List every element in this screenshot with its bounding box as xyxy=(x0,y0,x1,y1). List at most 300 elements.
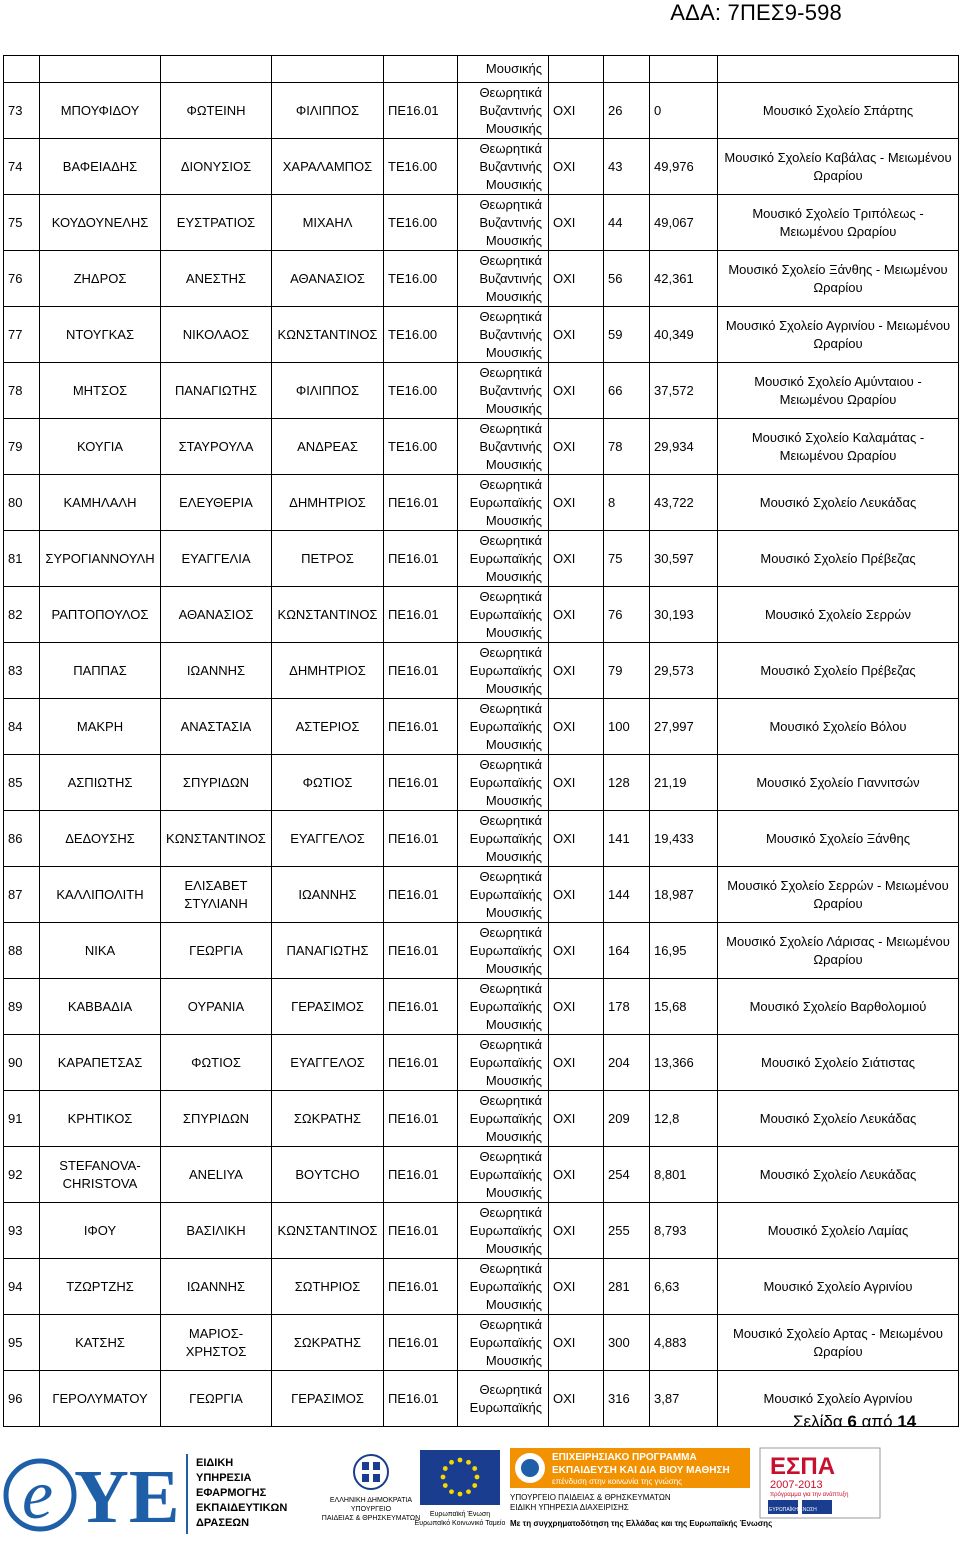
course-line: Ευρωπαϊκής xyxy=(469,942,542,958)
course-cell xyxy=(458,643,549,699)
table-row xyxy=(4,531,959,587)
father-name: ΙΩΑΝΝΗΣ xyxy=(272,867,384,923)
status-cell: ΟΧΙ xyxy=(549,307,604,363)
table-row xyxy=(4,83,959,139)
course-cell: Μουσικής xyxy=(458,56,549,83)
status-cell: ΟΧΙ xyxy=(549,1091,604,1147)
rank-cell: 44 xyxy=(604,195,650,251)
program-text-line: ΕΠΙΧΕΙΡΗΣΙΑΚΟ ΠΡΟΓΡΑΜΜΑ xyxy=(552,1452,697,1463)
last-name: ΤΖΩΡΤΖΗΣ xyxy=(40,1259,161,1315)
row-number: 75 xyxy=(4,195,40,251)
table-row xyxy=(4,363,959,419)
score-cell: 43,722 xyxy=(650,475,718,531)
rank-cell: 128 xyxy=(604,755,650,811)
course-line: Θεωρητικά xyxy=(479,924,542,940)
program-text-line: επένδυση στην κοινωνία της γνώσης xyxy=(552,1477,683,1486)
table-row xyxy=(4,1259,959,1315)
row-number: 79 xyxy=(4,419,40,475)
status-cell: ΟΧΙ xyxy=(549,867,604,923)
row-number: 89 xyxy=(4,979,40,1035)
school-cell: Μουσικό Σχολείο Λευκάδας xyxy=(718,475,959,531)
row-number: 78 xyxy=(4,363,40,419)
father-name: ΦΙΛΙΠΠΟΣ xyxy=(272,83,384,139)
rank-cell: 254 xyxy=(604,1147,650,1203)
course-line: Ευρωπαϊκής xyxy=(469,606,542,622)
last-name: ΒΑΦΕΙΑΔΗΣ xyxy=(40,139,161,195)
course-line: Θεωρητικά xyxy=(479,476,542,492)
table-row xyxy=(4,1315,959,1371)
table-row xyxy=(4,1147,959,1203)
table-row xyxy=(4,923,959,979)
table-row xyxy=(4,867,959,923)
score-cell: 18,987 xyxy=(650,867,718,923)
last-name: ΡΑΠΤΟΠΟΥΛΟΣ xyxy=(40,587,161,643)
rank-cell: 66 xyxy=(604,363,650,419)
status-cell: ΟΧΙ xyxy=(549,587,604,643)
course-line: Βυζαντινής xyxy=(479,158,542,174)
course-line: Θεωρητικά xyxy=(479,700,542,716)
school-cell: Μουσικό Σχολείο Σιάτιστας xyxy=(718,1035,959,1091)
eu-star-icon xyxy=(443,1483,448,1488)
school-cell: Μουσικό Σχολείο Αγρινίου xyxy=(718,1371,959,1427)
espa-text-line: ΕΣΠΑ xyxy=(770,1453,836,1480)
last-name: ΑΣΠΙΩΤΗΣ xyxy=(40,755,161,811)
ministry-text xyxy=(322,1497,420,1522)
course-line: Βυζαντινής xyxy=(479,382,542,398)
course-line: Ευρωπαϊκής xyxy=(469,1054,542,1070)
father-name: ΔΗΜΗΤΡΙΟΣ xyxy=(272,475,384,531)
first-name: ΑΝΕΣΤΗΣ xyxy=(161,251,272,307)
course-cell xyxy=(458,363,549,419)
score-cell: 49,976 xyxy=(650,139,718,195)
course-line: Βυζαντινής xyxy=(479,438,542,454)
course-line: Ευρωπαϊκής xyxy=(469,718,542,734)
logo-text-line: Ευρωπαϊκή Ένωση xyxy=(429,1511,491,1518)
school-cell: Μουσικό Σχολείο Πρέβεζας xyxy=(718,643,959,699)
father-name: ΣΩΤΗΡΙΟΣ xyxy=(272,1259,384,1315)
specialty-code: ΠΕ16.01 xyxy=(384,1203,458,1259)
logo-text-line: ΕΦΑΡΜΟΓΗΣ xyxy=(196,1487,267,1499)
first-name: ANELIYA xyxy=(161,1147,272,1203)
status-cell: ΟΧΙ xyxy=(549,83,604,139)
table-row xyxy=(4,699,959,755)
course-line: Ευρωπαϊκής xyxy=(469,1399,542,1415)
father-name: ΠΕΤΡΟΣ xyxy=(272,531,384,587)
first-name: ΚΩΝΣΤΑΝΤΙΝΟΣ xyxy=(161,811,272,867)
course-line: Ευρωπαϊκής xyxy=(469,886,542,902)
school-cell: Μουσικό Σχολείο Σπάρτης xyxy=(718,83,959,139)
course-line: Ευρωπαϊκής xyxy=(469,774,542,790)
espa-text-line: ΕΥΡΩΠΑΪΚΗ ΕΝΩΣΗ xyxy=(769,1507,817,1513)
course-cell xyxy=(458,1147,549,1203)
program-text-line: ΥΠΟΥΡΓΕΙΟ ΠΑΙΔΕΙΑΣ & ΘΡΗΣΚΕΥΜΑΤΩΝ xyxy=(510,1493,671,1502)
row-number: 87 xyxy=(4,867,40,923)
score-cell: 4,883 xyxy=(650,1315,718,1371)
last-name: ΖΗΔΡΟΣ xyxy=(40,251,161,307)
father-name: ΦΙΛΙΠΠΟΣ xyxy=(272,363,384,419)
score-cell: 27,997 xyxy=(650,699,718,755)
logo-text-line: ΥΠΗΡΕΣΙΑ xyxy=(196,1472,252,1484)
status-cell: ΟΧΙ xyxy=(549,251,604,307)
rank-cell: 79 xyxy=(604,643,650,699)
course-line: Μουσικής xyxy=(485,792,542,808)
school-cell: Μουσικό Σχολείο Λαμίας xyxy=(718,1203,959,1259)
course-line: Θεωρητικά xyxy=(479,532,542,548)
rank-cell: 56 xyxy=(604,251,650,307)
rank-cell: 255 xyxy=(604,1203,650,1259)
score-cell: 8,793 xyxy=(650,1203,718,1259)
father-name: ΓΕΡΑΣΙΜΟΣ xyxy=(272,1371,384,1427)
course-line: Βυζαντινής xyxy=(479,102,542,118)
course-line: Ευρωπαϊκής xyxy=(469,830,542,846)
rank-cell: 178 xyxy=(604,979,650,1035)
specialty-code: ΤΕ16.00 xyxy=(384,139,458,195)
svg-text:e: e xyxy=(22,1457,54,1534)
first-name: ΣΤΑΥΡΟΥΛΑ xyxy=(161,419,272,475)
specialty-code: ΤΕ16.00 xyxy=(384,307,458,363)
course-cell xyxy=(458,755,549,811)
course-line: Μουσικής xyxy=(485,1072,542,1088)
rank-cell: 316 xyxy=(604,1371,650,1427)
course-cell xyxy=(458,251,549,307)
father-name: ΕΥΑΓΓΕΛΟΣ xyxy=(272,1035,384,1091)
logo-text-line: ΔΡΑΣΕΩΝ xyxy=(196,1517,250,1529)
course-line: Θεωρητικά xyxy=(479,1036,542,1052)
course-line: Μουσικής xyxy=(485,120,542,136)
eu-star-icon xyxy=(466,1489,471,1494)
specialty-code: ΠΕ16.01 xyxy=(384,755,458,811)
eu-star-icon xyxy=(449,1489,454,1494)
table-row xyxy=(4,755,959,811)
score-cell: 49,067 xyxy=(650,195,718,251)
eu-star-icon xyxy=(472,1483,477,1488)
course-line: Μουσικής xyxy=(485,1352,542,1368)
row-number: 86 xyxy=(4,811,40,867)
status-cell: ΟΧΙ xyxy=(549,811,604,867)
status-cell: ΟΧΙ xyxy=(549,1203,604,1259)
course-line: Μουσικής xyxy=(485,960,542,976)
last-name: ΚΑΤΣΗΣ xyxy=(40,1315,161,1371)
specialty-code: ΠΕ16.01 xyxy=(384,1315,458,1371)
course-cell xyxy=(458,587,549,643)
school-cell: Μουσικό Σχολείο Βαρθολομιού xyxy=(718,979,959,1035)
father-name: ΣΩΚΡΑΤΗΣ xyxy=(272,1315,384,1371)
first-name: ΦΩΤΙΟΣ xyxy=(161,1035,272,1091)
specialty-code: ΤΕ16.00 xyxy=(384,363,458,419)
specialty-code: ΠΕ16.01 xyxy=(384,1259,458,1315)
score-cell: 8,801 xyxy=(650,1147,718,1203)
course-line: Θεωρητικά xyxy=(479,84,542,100)
specialty-code: ΠΕ16.01 xyxy=(384,1091,458,1147)
svg-text:YE: YE xyxy=(74,1455,180,1539)
course-line: Μουσικής xyxy=(485,736,542,752)
status-cell: ΟΧΙ xyxy=(549,475,604,531)
course-line: Μουσικής xyxy=(485,1128,542,1144)
status-cell: ΟΧΙ xyxy=(549,531,604,587)
row-number: 73 xyxy=(4,83,40,139)
last-name: ΜΗΤΣΟΣ xyxy=(40,363,161,419)
course-line: Θεωρητικά xyxy=(479,364,542,380)
school-cell: Μουσικό Σχολείο Ξάνθης - Μειωμένου Ωραρίου xyxy=(718,251,959,307)
greek-emblem xyxy=(354,1455,388,1489)
first-name: ΑΘΑΝΑΣΙΟΣ xyxy=(161,587,272,643)
course-cell xyxy=(458,811,549,867)
table-row xyxy=(4,251,959,307)
score-cell: 16,95 xyxy=(650,923,718,979)
specialty-code: ΠΕ16.01 xyxy=(384,979,458,1035)
rank-cell: 100 xyxy=(604,699,650,755)
school-cell: Μουσικό Σχολείο Λευκάδας xyxy=(718,1091,959,1147)
last-name: ΚΟΥΔΟΥΝΕΛΗΣ xyxy=(40,195,161,251)
score-cell: 37,572 xyxy=(650,363,718,419)
last-name: ΜΠΟΥΦΙΔΟΥ xyxy=(40,83,161,139)
course-line: Θεωρητικά xyxy=(479,1204,542,1220)
table-row xyxy=(4,419,959,475)
father-name: ΜΙΧΑΗΛ xyxy=(272,195,384,251)
first-name: ΦΩΤΕΙΝΗ xyxy=(161,83,272,139)
father-name: ΔΗΜΗΤΡΙΟΣ xyxy=(272,643,384,699)
score-cell: 42,361 xyxy=(650,251,718,307)
specialty-code: ΠΕ16.01 xyxy=(384,923,458,979)
course-line: Ευρωπαϊκής xyxy=(469,998,542,1014)
eu-star-icon xyxy=(458,1458,463,1463)
course-line: Θεωρητικά xyxy=(479,756,542,772)
score-cell: 0 xyxy=(650,83,718,139)
last-name: ΜΑΚΡΗ xyxy=(40,699,161,755)
course-line: Μουσικής xyxy=(485,400,542,416)
course-line: Θεωρητικά xyxy=(479,196,542,212)
course-line: Ευρωπαϊκής xyxy=(469,1166,542,1182)
school-cell: Μουσικό Σχολείο Αρτας - Μειωμένου Ωραρίου xyxy=(718,1315,959,1371)
course-cell xyxy=(458,867,549,923)
school-cell: Μουσικό Σχολείο Καβάλας - Μειωμένου Ωραρίου xyxy=(718,139,959,195)
course-cell xyxy=(458,307,549,363)
score-cell: 19,433 xyxy=(650,811,718,867)
row-number: 90 xyxy=(4,1035,40,1091)
course-cell xyxy=(458,923,549,979)
status-cell: ΟΧΙ xyxy=(549,195,604,251)
page-prefix: Σελίδα xyxy=(793,1412,848,1431)
status-cell: ΟΧΙ xyxy=(549,755,604,811)
program-text-line: ΕΙΔΙΚΗ ΥΠΗΡΕΣΙΑ ΔΙΑΧΕΙΡΙΣΗΣ xyxy=(510,1503,629,1512)
first-name: ΕΥΑΓΓΕΛΙΑ xyxy=(161,531,272,587)
father-name: ΠΑΝΑΓΙΩΤΗΣ xyxy=(272,923,384,979)
row-number: 92 xyxy=(4,1147,40,1203)
course-line: Θεωρητικά xyxy=(479,1148,542,1164)
page-mid: από xyxy=(856,1412,898,1431)
course-line: Θεωρητικά xyxy=(479,1092,542,1108)
status-cell: ΟΧΙ xyxy=(549,1147,604,1203)
school-cell: Μουσικό Σχολείο Πρέβεζας xyxy=(718,531,959,587)
course-cell xyxy=(458,419,549,475)
last-name: ΚΡΗΤΙΚΟΣ xyxy=(40,1091,161,1147)
course-line: Θεωρητικά xyxy=(479,868,542,884)
specialty-code: ΠΕ16.01 xyxy=(384,867,458,923)
course-line: Θεωρητικά xyxy=(479,980,542,996)
page-current: 6 xyxy=(847,1412,857,1431)
last-name: STEFANOVA-CHRISTOVA xyxy=(40,1147,161,1203)
course-line: Μουσικής xyxy=(485,624,542,640)
score-cell: 29,573 xyxy=(650,643,718,699)
table-row xyxy=(4,811,959,867)
course-cell xyxy=(458,1091,549,1147)
first-name: ΟΥΡΑΝΙΑ xyxy=(161,979,272,1035)
last-name: ΙΦΟΥ xyxy=(40,1203,161,1259)
row-number: 83 xyxy=(4,643,40,699)
score-cell: 29,934 xyxy=(650,419,718,475)
school-cell: Μουσικό Σχολείο Λευκάδας xyxy=(718,1147,959,1203)
table-row xyxy=(4,195,959,251)
status-cell: ΟΧΙ xyxy=(549,979,604,1035)
last-name: ΝΙΚΑ xyxy=(40,923,161,979)
course-line: Μουσικής xyxy=(485,1296,542,1312)
specialty-code: ΠΕ16.01 xyxy=(384,475,458,531)
page-total: 14 xyxy=(897,1412,917,1431)
table-row xyxy=(4,587,959,643)
school-cell: Μουσικό Σχολείο Αγρινίου - Μειωμένου Ωραρίου xyxy=(718,307,959,363)
school-cell: Μουσικό Σχολείο Σερρών - Μειωμένου Ωραρίου xyxy=(718,867,959,923)
rank-cell: 76 xyxy=(604,587,650,643)
course-line: Ευρωπαϊκής xyxy=(469,494,542,510)
specialty-code: ΤΕ16.00 xyxy=(384,251,458,307)
course-line: Μουσικής xyxy=(485,680,542,696)
course-cell xyxy=(458,1259,549,1315)
specialty-code: ΠΕ16.01 xyxy=(384,643,458,699)
specialty-code: ΠΕ16.01 xyxy=(384,811,458,867)
specialty-code: ΠΕ16.01 xyxy=(384,1035,458,1091)
row-number: 77 xyxy=(4,307,40,363)
specialty-code: ΤΕ16.00 xyxy=(384,419,458,475)
first-name: ΒΑΣΙΛΙΚΗ xyxy=(161,1203,272,1259)
first-name: ΓΕΩΡΓΙΑ xyxy=(161,1371,272,1427)
table-row xyxy=(4,643,959,699)
logo-text-line: ΕΚΠΑΙΔΕΥΤΙΚΩΝ xyxy=(196,1502,288,1514)
score-cell: 12,8 xyxy=(650,1091,718,1147)
first-name: ΠΑΝΑΓΙΩΤΗΣ xyxy=(161,363,272,419)
course-line: Ευρωπαϊκής xyxy=(469,1334,542,1350)
table-row xyxy=(4,979,959,1035)
last-name: ΔΕΔΟΥΣΗΣ xyxy=(40,811,161,867)
rank-cell: 141 xyxy=(604,811,650,867)
course-line: Μουσικής xyxy=(485,176,542,192)
table-row xyxy=(4,1091,959,1147)
last-name: ΚΑΛΛΙΠΟΛΙΤΗ xyxy=(40,867,161,923)
course-line: Μουσικής xyxy=(485,904,542,920)
score-cell: 30,193 xyxy=(650,587,718,643)
course-line: Βυζαντινής xyxy=(479,270,542,286)
course-line: Ευρωπαϊκής xyxy=(469,662,542,678)
course-cell xyxy=(458,1371,549,1427)
last-name: ΚΑΜΗΛΑΛΗ xyxy=(40,475,161,531)
rank-cell: 78 xyxy=(604,419,650,475)
father-name: ΦΩΤΙΟΣ xyxy=(272,755,384,811)
school-cell: Μουσικό Σχολείο Ξάνθης xyxy=(718,811,959,867)
logo-text-line: ΕΛΛΗΝΙΚΗ ΔΗΜΟΚΡΑΤΙΑ xyxy=(329,1497,413,1504)
eye-logo xyxy=(6,1454,188,1539)
score-cell: 13,366 xyxy=(650,1035,718,1091)
father-name: ΑΣΤΕΡΙΟΣ xyxy=(272,699,384,755)
course-line: Μουσικής xyxy=(485,568,542,584)
school-cell: Μουσικό Σχολείο Τριπόλεως - Μειωμένου Ωραρίου xyxy=(718,195,959,251)
first-name: ΕΛΕΥΘΕΡΙΑ xyxy=(161,475,272,531)
specialty-code: ΠΕ16.01 xyxy=(384,83,458,139)
table-row-continuation xyxy=(4,56,959,83)
first-name: ΕΥΣΤΡΑΤΙΟΣ xyxy=(161,195,272,251)
score-cell: 15,68 xyxy=(650,979,718,1035)
row-number: 88 xyxy=(4,923,40,979)
footer-logos-svg xyxy=(0,1440,960,1542)
table-row xyxy=(4,1035,959,1091)
logo-text-line: ΕΙΔΙΚΗ xyxy=(196,1457,234,1469)
row-number: 96 xyxy=(4,1371,40,1427)
espa-text-line: 2007-2013 xyxy=(770,1479,823,1491)
status-cell: ΟΧΙ xyxy=(549,643,604,699)
course-line: Ευρωπαϊκής xyxy=(469,1222,542,1238)
rank-cell: 209 xyxy=(604,1091,650,1147)
father-name: ΓΕΡΑΣΙΜΟΣ xyxy=(272,979,384,1035)
row-number: 93 xyxy=(4,1203,40,1259)
course-cell xyxy=(458,1315,549,1371)
course-line: Μουσικής xyxy=(485,456,542,472)
row-number: 84 xyxy=(4,699,40,755)
school-cell: Μουσικό Σχολείο Αμύνταιου - Μειωμένου Ωραρίου xyxy=(718,363,959,419)
first-name: ΜΑΡΙΟΣ-ΧΡΗΣΤΟΣ xyxy=(161,1315,272,1371)
status-cell: ΟΧΙ xyxy=(549,139,604,195)
row-number: 76 xyxy=(4,251,40,307)
candidates-table xyxy=(3,55,959,1427)
eu-flag xyxy=(420,1450,500,1505)
course-line: Βυζαντινής xyxy=(479,214,542,230)
school-cell: Μουσικό Σχολείο Καλαμάτας - Μειωμένου Ωραρίου xyxy=(718,419,959,475)
row-number: 81 xyxy=(4,531,40,587)
row-number: 95 xyxy=(4,1315,40,1371)
status-cell: ΟΧΙ xyxy=(549,1259,604,1315)
rank-cell: 26 xyxy=(604,83,650,139)
father-name: ΣΩΚΡΑΤΗΣ xyxy=(272,1091,384,1147)
row-number: 91 xyxy=(4,1091,40,1147)
eu-star-icon xyxy=(441,1475,446,1480)
table-row xyxy=(4,475,959,531)
last-name: ΠΑΠΠΑΣ xyxy=(40,643,161,699)
table-row xyxy=(4,307,959,363)
status-cell: ΟΧΙ xyxy=(549,419,604,475)
rank-cell: 164 xyxy=(604,923,650,979)
footer-logos xyxy=(0,1440,960,1542)
course-cell xyxy=(458,699,549,755)
course-line: Μουσικής xyxy=(485,1184,542,1200)
status-cell: ΟΧΙ xyxy=(549,923,604,979)
course-line: Θεωρητικά xyxy=(479,252,542,268)
course-cell xyxy=(458,1203,549,1259)
logo-text-line: ΥΠΟΥΡΓΕΙΟ xyxy=(350,1506,392,1513)
logo-text-line: Ευρωπαϊκό Κοινωνικό Ταμείο xyxy=(414,1520,506,1527)
last-name: ΝΤΟΥΓΚΑΣ xyxy=(40,307,161,363)
first-name: ΔΙΟΝΥΣΙΟΣ xyxy=(161,139,272,195)
first-name: ΓΕΩΡΓΙΑ xyxy=(161,923,272,979)
table-row xyxy=(4,1203,959,1259)
page-number xyxy=(793,1412,916,1432)
score-cell: 21,19 xyxy=(650,755,718,811)
status-cell: ΟΧΙ xyxy=(549,699,604,755)
last-name: ΚΑΡΑΠΕΤΣΑΣ xyxy=(40,1035,161,1091)
rank-cell: 75 xyxy=(604,531,650,587)
course-line: Μουσικής xyxy=(485,232,542,248)
rank-cell: 300 xyxy=(604,1315,650,1371)
course-line: Θεωρητικά xyxy=(479,1316,542,1332)
course-cell xyxy=(458,1035,549,1091)
course-line: Μουσικής xyxy=(485,512,542,528)
status-cell: ΟΧΙ xyxy=(549,1371,604,1427)
